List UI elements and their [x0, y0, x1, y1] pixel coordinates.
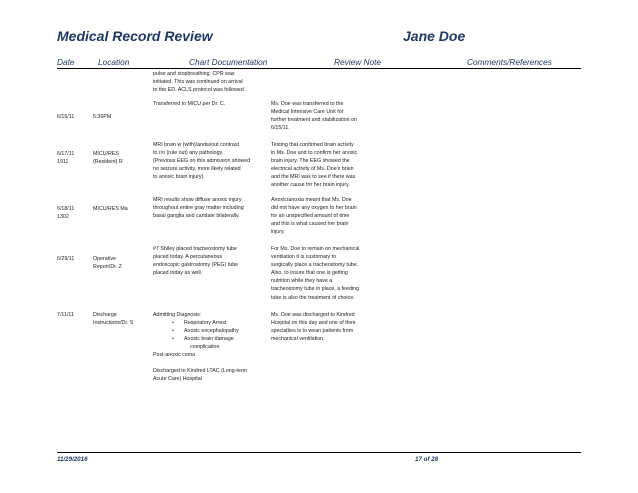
- column-header-comments: Comments/References: [467, 57, 552, 67]
- column-header-chart-documentation: Chart Documentation: [189, 57, 268, 67]
- bullet-icon: •: [172, 320, 174, 326]
- row-3-date: 6/18/11 1302: [57, 206, 75, 221]
- column-header-review-note: Review Note: [334, 57, 382, 67]
- patient-name: Jane Doe: [403, 28, 466, 44]
- document-title: Medical Record Review: [57, 28, 213, 44]
- row-1-review: Ms. Doe was transferred to the Medical Intensive Care Unit for further treatment and stabilization on 6/15/11.: [271, 101, 357, 132]
- row-4-chart: #7 Shiley placed tracheostomy tube placed today. A percutaneous endoscopic gastrostomy (PEG) tube placed today as well.: [153, 246, 239, 277]
- row-5-diagnosis-item: Respiratory Arrest: [184, 320, 227, 326]
- column-header-date: Date: [57, 57, 75, 67]
- row-1-chart: Transferred to MICU per Dr. C.: [153, 101, 226, 107]
- bullet-icon: •: [172, 336, 174, 342]
- row-2-review: Testing that confirmed brain activity in Ms. Doe and to confirm her anoxic brain injury. The EEG showed the electrical activity of Ms. Doe's brain and the MRI was to see if there was another cause for her brain injury.: [271, 142, 358, 189]
- row-5-location: Discharge Instructions/Dr. S: [93, 312, 134, 327]
- row-0-chart: pulse and stopbreathing. CPR was initiated. This was continued on arrival to the ED. ACLS protocol was followed.: [153, 71, 246, 94]
- footer-date: 11/29/2016: [57, 456, 88, 463]
- row-4-date: 6/29/11: [57, 256, 75, 262]
- row-2-chart: MRI brain w (with)/andw/out contrast to r/o (rule out) any pathology. (Previous EEG on this admission showed no seizure activity, more likely related to anoxic brain injury).: [153, 142, 251, 181]
- row-5-chart-intro: Admitting Diagnosis:: [153, 312, 202, 318]
- bullet-icon: •: [172, 328, 174, 334]
- page-number: 17 of 28: [415, 456, 439, 463]
- column-header-location: Location: [98, 57, 130, 67]
- row-2-location: MICU/RES (Resident) R: [93, 151, 123, 166]
- footer-rule: [57, 452, 581, 453]
- row-4-location: Operative Report/Dr. Z: [93, 256, 122, 271]
- row-1-date: 6/15/11: [57, 114, 75, 120]
- row-3-chart: MRI results show diffuse anoxic injury throughout entire gray matter including basal ganglia and candate bilaterally.: [153, 197, 244, 220]
- row-2-date: 6/17/11 1911: [57, 151, 75, 166]
- row-5-diagnosis-continuation: complication: [190, 344, 220, 350]
- row-5-diagnosis-item: Anoxic brain damage: [184, 336, 234, 342]
- row-5-diagnosis-item: Anoxic encephalopathy: [184, 328, 239, 334]
- row-5-review: Ms. Doe was discharged to Kindred Hospital on this day and one of their specialties is to wean patients from mechanical ventilation.: [271, 312, 356, 343]
- row-3-location: MICU/RES Ma: [93, 206, 128, 212]
- row-3-review: Anoxic/anoxia meant that Ms. Doe did not have any oxygen to her brain for an unspecified amount of time and this is what caused her brain injury.: [271, 197, 357, 236]
- row-1-location: 5:36PM: [93, 114, 112, 120]
- row-5-date: 7/11/11: [57, 312, 74, 318]
- row-4-review: For Ms. Doe to remain on mechanical ventilation it is customary to surgically place a tracheostomy tube. Also, to insure that one is getting nutrition while they have a tracheostomy tube in place, a feeding tube is also the treatment of choice.: [271, 246, 360, 301]
- header-rule: [57, 68, 581, 69]
- row-5-chart-discharge: Discharged to Kindred LTAC (Long-term Acute Care) Hospital: [153, 368, 248, 383]
- row-5-chart-after: Post-anoxic coma: [153, 352, 196, 358]
